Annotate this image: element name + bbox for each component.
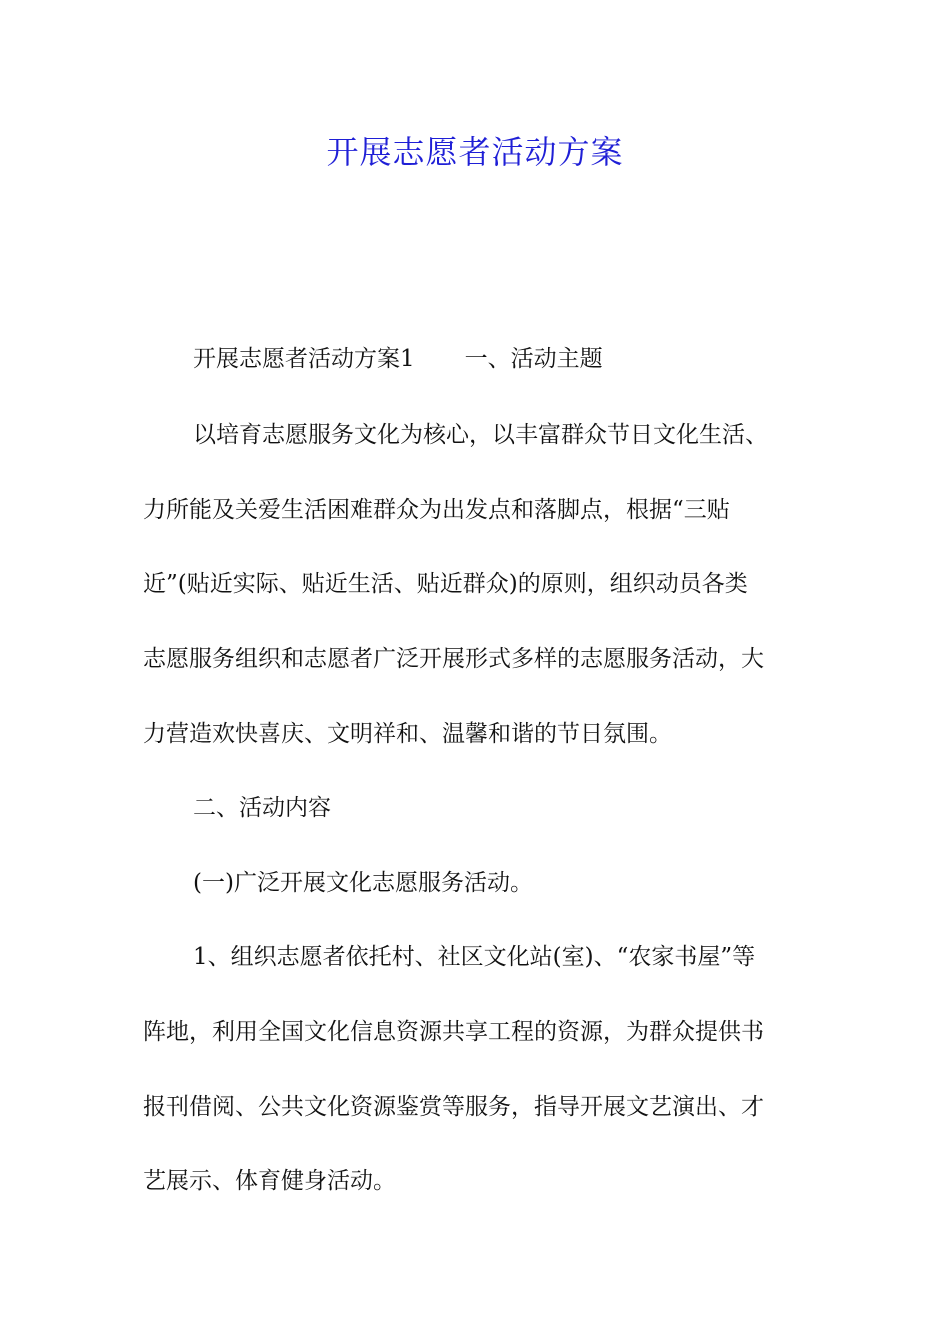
paragraph-heading-line xyxy=(0,342,950,376)
body-line: 阵地，利用全国文化信息资源共享工程的资源，为群众提供书 xyxy=(143,1019,764,1045)
subsection-heading: (一)广泛开展文化志愿服务活动。 xyxy=(193,870,533,896)
plan-subtitle: 开展志愿者活动方案1 xyxy=(193,346,415,372)
body-line: 1、组织志愿者依托村、社区文化站(室)、“农家书屋”等 xyxy=(193,944,756,970)
body-line: 近”(贴近实际、贴近生活、贴近群众)的原则，组织动员各类 xyxy=(143,571,748,597)
body-line: 以培育志愿服务文化为核心，以丰富群众节日文化生活、 xyxy=(193,422,768,448)
body-line: 艺展示、体育健身活动。 xyxy=(143,1168,396,1194)
body-line: 力所能及关爱生活困难群众为出发点和落脚点，根据“三贴 xyxy=(143,497,730,523)
body-line: 报刊借阅、公共文化资源鉴赏等服务，指导开展文艺演出、才 xyxy=(143,1094,764,1120)
section-heading-2: 二、活动内容 xyxy=(193,795,331,821)
section-heading-1: 一、活动主题 xyxy=(464,346,603,372)
body-line: 力营造欢快喜庆、文明祥和、温馨和谐的节日氛围。 xyxy=(143,721,672,747)
document-title: 开展志愿者活动方案 xyxy=(326,133,624,171)
body-line: 志愿服务组织和志愿者广泛开展形式多样的志愿服务活动，大 xyxy=(143,646,764,672)
